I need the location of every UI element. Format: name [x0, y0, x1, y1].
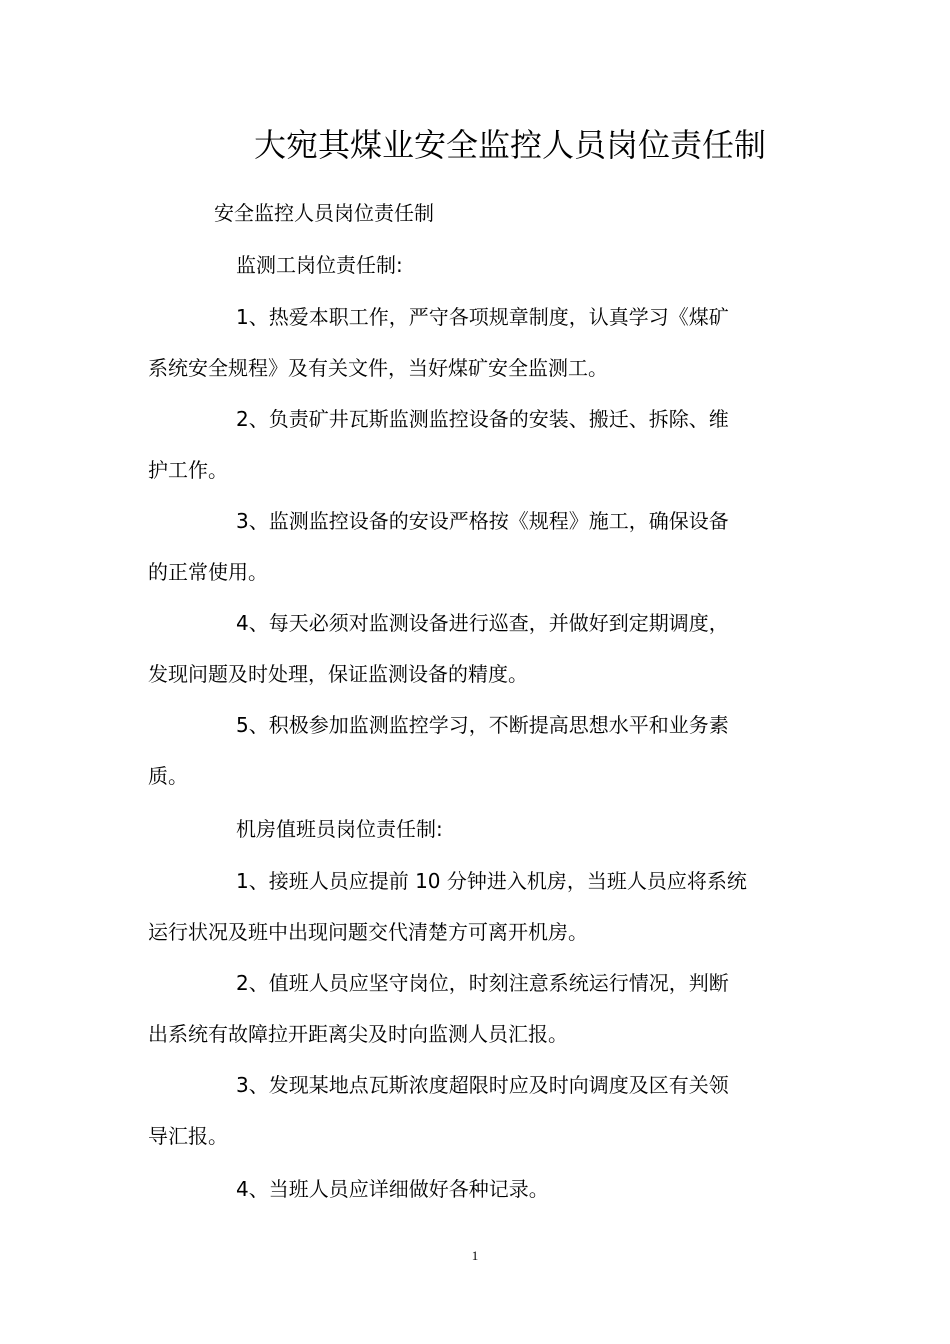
document-title: 大宛其煤业安全监控人员岗位责任制: [253, 126, 766, 164]
list-item-line: 系统安全规程》及有关文件，当好煤矿安全监测工。: [148, 356, 608, 380]
list-item-line: 3、发现某地点瓦斯浓度超限时应及时向调度及区有关领: [236, 1073, 729, 1097]
subtitle: [148, 188, 874, 239]
list-item-line: 的正常使用。: [148, 560, 268, 584]
list-item-line: 1、接班人员应提前 10 分钟进入机房，当班人员应将系统: [236, 869, 747, 893]
list-item-line: 导汇报。: [148, 1124, 228, 1148]
list-item-line: 5、积极参加监测监控学习，不断提高思想水平和业务素: [236, 713, 729, 737]
list-item-line: 4、当班人员应详细做好各种记录。: [236, 1177, 549, 1201]
section-heading-duty-room: [148, 804, 896, 855]
list-item-line: 发现问题及时处理，保证监测设备的精度。: [148, 662, 528, 686]
list-item: [148, 958, 808, 1060]
list-item-line: 质。: [148, 764, 188, 788]
list-item: [148, 1060, 808, 1162]
list-item-line: 2、值班人员应坚守岗位，时刻注意系统运行情况，判断: [236, 971, 729, 995]
list-item: [148, 292, 808, 394]
list-item-line: 4、每天必须对监测设备进行巡查，并做好到定期调度，: [236, 611, 729, 635]
list-item: [148, 700, 808, 802]
section-heading-text: 机房值班员岗位责任制:: [236, 817, 443, 841]
section-heading-monitor: [148, 240, 896, 291]
page-number: 1: [471, 1248, 479, 1263]
section-heading-text: 监测工岗位责任制:: [236, 253, 403, 277]
list-item-line: 护工作。: [148, 458, 228, 482]
list-item-line: 1、热爱本职工作，严守各项规章制度，认真学习《煤矿: [236, 305, 729, 329]
list-item: [148, 394, 808, 496]
list-item: [148, 598, 808, 700]
subtitle-text: 安全监控人员岗位责任制: [214, 201, 434, 225]
list-item-line: 运行状况及班中出现问题交代清楚方可离开机房。: [148, 920, 588, 944]
list-item-line: 出系统有故障拉开距离尖及时向监测人员汇报。: [148, 1022, 568, 1046]
list-item: [148, 1164, 808, 1215]
list-item: [148, 496, 808, 598]
list-item-line: 2、负责矿井瓦斯监测监控设备的安装、搬迁、拆除、维: [236, 407, 729, 431]
list-item: [148, 856, 808, 958]
list-item-line: 3、监测监控设备的安设严格按《规程》施工，确保设备: [236, 509, 729, 533]
